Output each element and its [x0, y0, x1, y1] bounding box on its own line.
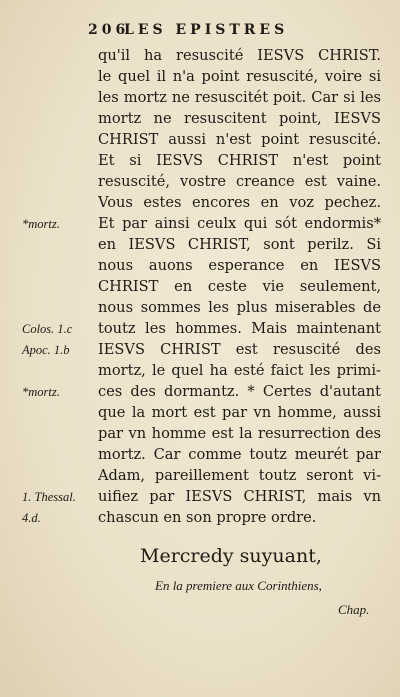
margin-note: *mortz.	[22, 217, 60, 231]
text-line: en IESVS CHRIST, sont perilz. Si	[98, 236, 381, 253]
running-title: LES EPISTRES	[124, 22, 289, 38]
text-line: chascun en son propre ordre.	[98, 509, 317, 526]
text-line: les mortz ne resuscitét poit. Car si les	[98, 89, 381, 106]
margin-note: Colos. 1.c	[22, 322, 73, 336]
text-line: mortz, le quel ha esté faict les primi-	[98, 362, 381, 379]
margin-note: *mortz.	[22, 385, 60, 399]
text-line: toutz les hommes. Mais maintenant	[98, 320, 381, 337]
text-line: resuscité, vostre creance est vaine.	[98, 173, 381, 190]
text-line: mortz ne resuscitent point, IESVS	[98, 110, 381, 127]
text-line: CHRIST aussi n'est point resuscité.	[98, 131, 381, 148]
text-line: IESVS CHRIST est resuscité des	[98, 341, 381, 358]
margin-note: Apoc. 1.b	[22, 343, 70, 357]
text-line: que la mort est par vn homme, aussi	[98, 404, 381, 421]
text-line: mortz. Car comme toutz meurét par	[98, 446, 381, 463]
text-line: par vn homme est la resurrection des	[98, 425, 381, 442]
text-line: le quel il n'a point resuscité, voire si	[98, 68, 381, 85]
text-line: nous auons esperance en IESVS	[98, 257, 381, 274]
text-line: uifiez par IESVS CHRIST, mais vn	[98, 488, 381, 505]
text-line: qu'il ha resuscité IESVS CHRIST.	[98, 47, 381, 64]
text-line: ces des dormantz. * Certes d'autant	[98, 383, 381, 400]
text-line: Adam, pareillement toutz seront vi-	[98, 467, 381, 484]
text-line: Et si IESVS CHRIST n'est point	[98, 152, 381, 169]
section-heading: Mercredy suyuant,	[140, 545, 322, 567]
page-number: 206	[88, 22, 130, 38]
text-line: Vous estes encores en voz pechez.	[98, 194, 381, 211]
catchword: Chap.	[338, 602, 370, 617]
section-subheading: En la premiere aux Corinthiens,	[155, 578, 322, 593]
text-line: CHRIST en ceste vie seulement,	[98, 278, 381, 295]
running-head	[88, 22, 378, 38]
text-line: Et par ainsi ceulx qui sót endormis*	[98, 215, 381, 232]
margin-note: 4.d.	[22, 511, 41, 525]
margin-note: 1. Thessal.	[22, 490, 76, 504]
text-line: nous sommes les plus miserables de	[98, 299, 381, 316]
